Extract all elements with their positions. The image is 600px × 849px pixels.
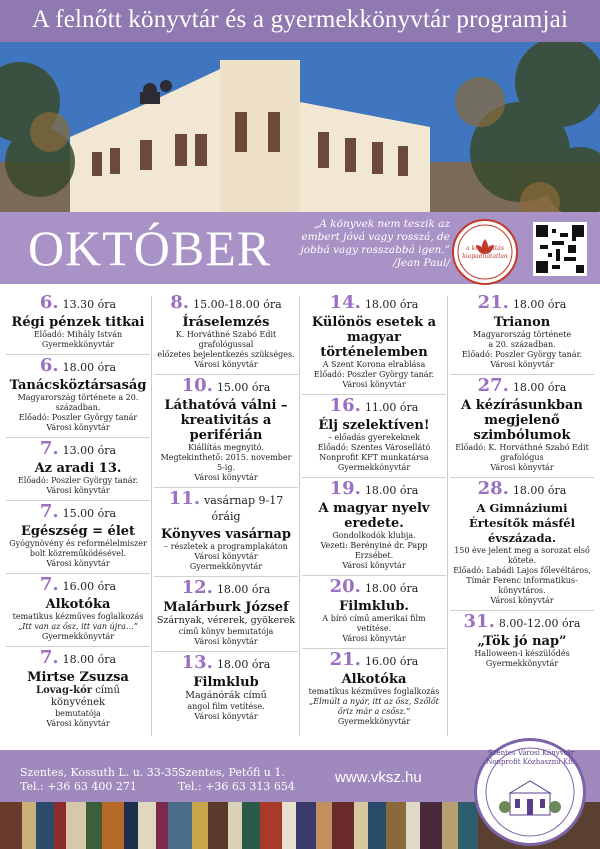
phone-line: Tel.: +36 63 313 654 [178, 780, 295, 793]
event-line: című könyv bemutatója [178, 627, 274, 636]
event-item [302, 292, 446, 395]
event-title: Egészség = élet [20, 524, 136, 539]
event-time: vasárnap 9-17 óráig [204, 494, 284, 523]
address-line: Szentes, Kossuth L. u. 33-35 [20, 766, 179, 779]
event-line: angol film vetítése. [187, 702, 265, 711]
event-item [154, 652, 298, 726]
event-line: Tímár Ferenc informatikus-könyvtáros. [466, 576, 578, 595]
address-line: Szentes, Petőfi u 1. [178, 766, 285, 779]
event-title: Alkotóka [341, 672, 407, 687]
events-column-3 [302, 292, 446, 744]
event-line: Magyarország története a 20. században. [17, 393, 139, 412]
event-day: 6. [39, 355, 59, 376]
event-day: 16. [329, 395, 361, 416]
stamp-text: Szentes Városi Könyvtár Nonprofit Közhasznú Kft. [486, 749, 576, 766]
event-line: Városi könyvtár [490, 360, 554, 369]
event-line: Előadó: Poszler György tanár. [461, 350, 583, 359]
event-line: Előadó: Poszler György tanár. [313, 370, 435, 379]
book-spine [192, 802, 208, 849]
event-line: Városi könyvtár [46, 719, 110, 728]
event-line: Városi könyvtár [46, 423, 110, 432]
month-title: OKTÓBER [28, 220, 272, 276]
event-time: 18.00 óra [216, 658, 271, 671]
event-title: Különös esetek a magyar történelemben [311, 315, 437, 360]
event-line: Előadó: Labádi Lajos főlevéltáros, [453, 566, 591, 575]
event-line: a 20. században. [488, 340, 556, 349]
quote-text: „A könyvek nem teszik az embert jóvá vagy rosszá, de jobbá vagy rosszabbá igen.” [300, 218, 450, 256]
event-line: grafológus [500, 453, 544, 462]
event-title: Malárburk József [163, 600, 289, 615]
book-spine [36, 802, 54, 849]
event-line: A Szent Korona elrablása [322, 360, 426, 369]
book-spine [260, 802, 282, 849]
event-line: Magyarország története [472, 330, 572, 339]
event-line: Városi könyvtár [194, 712, 258, 721]
event-item [6, 574, 150, 647]
book-spine [458, 802, 478, 849]
book-spine [282, 802, 296, 849]
event-line: Városi könyvtár [490, 596, 554, 605]
event-time: 18.00 óra [364, 298, 419, 311]
event-day: 27. [477, 375, 509, 396]
event-item [450, 292, 594, 375]
book-spine [354, 802, 368, 849]
event-title: Régi pénzek titkai [11, 315, 145, 330]
event-time: 18.00 óra [512, 381, 567, 394]
event-time: 13.30 óra [62, 298, 117, 311]
seal-text: a kreativitás kiapadhatatlan [462, 245, 508, 260]
event-subtitle [8, 685, 148, 709]
event-line: Kiállítás megnyitó. [188, 443, 264, 452]
events-column-1 [6, 292, 150, 744]
event-line: Városi könyvtár [194, 360, 258, 369]
event-line: Gyermekkönyvtár [485, 659, 559, 668]
event-line: Városi könyvtár [194, 473, 258, 482]
book-spine [406, 802, 420, 849]
event-time: 18.00 óra [364, 484, 419, 497]
book-spine [124, 802, 138, 849]
event-title: A kézírásunkban megjelenő szimbólumok [461, 398, 583, 443]
event-time: 18.00 óra [512, 298, 567, 311]
library-stamp-logo [474, 738, 586, 846]
event-line: Városi könyvtár [46, 559, 110, 568]
event-day: 7. [39, 438, 59, 459]
event-day: 8. [170, 292, 190, 313]
event-day: 21. [477, 292, 509, 313]
qr-code[interactable] [533, 222, 587, 276]
event-time: 16.00 óra [62, 580, 117, 593]
event-item [302, 576, 446, 649]
event-line: Halloween-i készülődés [474, 649, 570, 658]
event-line: Városi könyvtár [342, 634, 406, 643]
book-spine [242, 802, 260, 849]
event-item [154, 375, 298, 488]
event-line: Városi könyvtár [490, 463, 554, 472]
event-time: 15.00 óra [216, 381, 271, 394]
phone-line: Tel.: +36 63 400 271 [20, 780, 137, 793]
book-spine [228, 802, 242, 849]
event-time: 15.00 óra [62, 507, 117, 520]
event-line: Előadó: Szentes Városellátó Nonprofit KFT munkatársa [317, 443, 431, 462]
event-item [450, 375, 594, 478]
book-spine [332, 802, 354, 849]
building-illustration [0, 42, 600, 212]
event-line: Gyógynövény és reformélelmiszer bolt közreműködésével. [9, 539, 147, 558]
column-divider [447, 296, 448, 736]
event-book-title: Lovag-kór [36, 685, 93, 696]
event-line: Gondolkodók klubja. [332, 531, 416, 540]
event-time: 18.00 óra [216, 583, 271, 596]
event-title: Láthatóvá válni – kreativitás a periférián [164, 398, 288, 443]
event-item [6, 501, 150, 574]
book-spine [316, 802, 332, 849]
book-spine [86, 802, 102, 849]
book-spine [22, 802, 36, 849]
event-time: 13.00 óra [62, 444, 117, 457]
event-time: 8.00-12.00 óra [498, 617, 581, 630]
event-line: tematikus kézműves foglalkozás [12, 612, 144, 621]
address-children-library [178, 766, 295, 794]
event-line: Előadó: K. Horváthné Szabó Edit [455, 443, 589, 452]
event-item [302, 478, 446, 576]
event-title: Tanácsköztársaság [9, 378, 147, 393]
event-line: Városi könyvtár [194, 637, 258, 646]
book-spine [368, 802, 386, 849]
event-title: Filmklub [193, 675, 259, 690]
event-line: grafológussal [198, 340, 254, 349]
event-line: Gyermekkönyvtár [189, 562, 263, 571]
events-grid [6, 292, 594, 744]
events-column-4 [450, 292, 594, 744]
event-item [302, 649, 446, 731]
book-spine [168, 802, 192, 849]
event-line: Megtekinthető: 2015. november 5-ig. [160, 453, 292, 472]
column-divider [151, 296, 152, 736]
event-day: 7. [39, 647, 59, 668]
event-motto: „Itt van az ősz, itt van újra…” [18, 622, 138, 631]
event-item [302, 395, 446, 478]
event-line: Városi könyvtár [46, 486, 110, 495]
event-item [450, 611, 594, 673]
event-title: A Gimnáziumi Értesítők másfél évszázada. [469, 501, 575, 545]
creativity-seal-logo [452, 219, 518, 285]
event-day: 19. [329, 478, 361, 499]
event-day: 7. [39, 501, 59, 522]
event-time: 15.00-18.00 óra [193, 298, 282, 311]
event-time: 16.00 óra [364, 655, 419, 668]
event-line: Városi könyvtár [342, 380, 406, 389]
event-day: 7. [39, 574, 59, 595]
event-item [6, 355, 150, 438]
event-film-title: Magánórák [185, 690, 241, 701]
event-line: tematikus kézműves foglalkozás [308, 687, 440, 696]
event-line: – előadás gyerekeknek [327, 433, 421, 442]
event-line: Vezeti: Berényiné dr. Papp Erzsébet. [320, 541, 428, 560]
event-day: 13. [181, 652, 213, 673]
event-item [154, 488, 298, 577]
event-day: 20. [329, 576, 361, 597]
event-line: Gyermekkönyvtár [41, 340, 115, 349]
event-title: Trianon [493, 315, 551, 330]
event-day: 31. [463, 611, 495, 632]
event-title: Az aradi 13. [34, 461, 122, 476]
event-title: Mirtse Zsuzsa [27, 670, 129, 685]
event-title: A magyar nyelv eredete. [318, 501, 430, 531]
event-time: 18.00 óra [512, 484, 567, 497]
event-title: Filmklub. [339, 599, 409, 614]
event-place: Gyermekkönyvtár [41, 632, 115, 641]
event-item [6, 647, 150, 733]
event-place: Gyermekkönyvtár [337, 717, 411, 726]
event-line: K. Horváthné Szabó Edit [175, 330, 277, 339]
qr-code-icon [536, 225, 584, 273]
event-day: 10. [181, 375, 213, 396]
column-divider [299, 296, 300, 736]
event-line: bemutatója [55, 709, 101, 718]
event-line: Előadó: Poszler György tanár [18, 413, 138, 422]
website-link[interactable]: www.vksz.hu [335, 769, 422, 786]
event-item [154, 292, 298, 375]
event-line: Előadó: Mihály István [33, 330, 123, 339]
event-subtitle-tail: című [240, 690, 267, 701]
event-title: „Tök jó nap” [477, 634, 567, 649]
event-day: 11. [168, 488, 201, 509]
book-spine [0, 802, 22, 849]
book-spine [66, 802, 86, 849]
event-title: Alkotóka [45, 597, 111, 612]
book-spine [442, 802, 458, 849]
book-spine [420, 802, 442, 849]
event-line: Városi könyvtár [194, 552, 258, 561]
event-time: 18.00 óra [364, 582, 419, 595]
event-item [6, 292, 150, 355]
book-spine [386, 802, 406, 849]
event-line: Gyermekkönyvtár [337, 463, 411, 472]
event-title: Könyves vasárnap [161, 527, 291, 542]
book-spine [138, 802, 156, 849]
event-motto: „Elmúlt a nyár, itt az ősz, Szőlőt őriz már a csősz.” [309, 697, 439, 716]
event-time: 11.00 óra [364, 401, 419, 414]
event-title: Íráselemzés [182, 315, 270, 330]
event-subtitle-tail: című könyvének [50, 685, 120, 708]
event-time: 18.00 óra [62, 653, 117, 666]
book-spine [208, 802, 228, 849]
event-line: A bíró című amerikai film vetítése. [322, 614, 426, 633]
event-line: előzetes bejelentkezés szükséges. [157, 350, 295, 359]
quote-author: /Jean Paul/ [393, 257, 450, 269]
book-spine [102, 802, 124, 849]
book-spine [296, 802, 316, 849]
event-item [450, 478, 594, 611]
event-day: 28. [477, 478, 509, 499]
book-spine [156, 802, 168, 849]
event-item [6, 438, 150, 501]
events-column-2 [154, 292, 298, 744]
page-title: A felnőtt könyvtár és a gyermekkönyvtár programjai [31, 6, 569, 33]
book-spine [54, 802, 66, 849]
event-line: 150 éve jelent meg a sorozat első kötete. [454, 546, 590, 565]
event-day: 21. [329, 649, 361, 670]
library-building-photo [0, 42, 600, 212]
event-day: 14. [329, 292, 361, 313]
event-title: Élj szelektíven! [318, 418, 430, 433]
address-adult-library [20, 766, 179, 794]
event-line: – részletek a programplakáton [164, 542, 288, 551]
event-time: 18.00 óra [62, 361, 117, 374]
event-subtitle [156, 690, 296, 702]
event-book-title: Szárnyak, vérerek, gyökerek [156, 615, 296, 626]
event-line: Előadó: Poszler György tanár. [17, 476, 139, 485]
quote [288, 218, 450, 270]
event-day: 12. [181, 577, 213, 598]
event-item [154, 577, 298, 652]
event-day: 6. [39, 292, 59, 313]
event-line: Városi könyvtár [342, 561, 406, 570]
